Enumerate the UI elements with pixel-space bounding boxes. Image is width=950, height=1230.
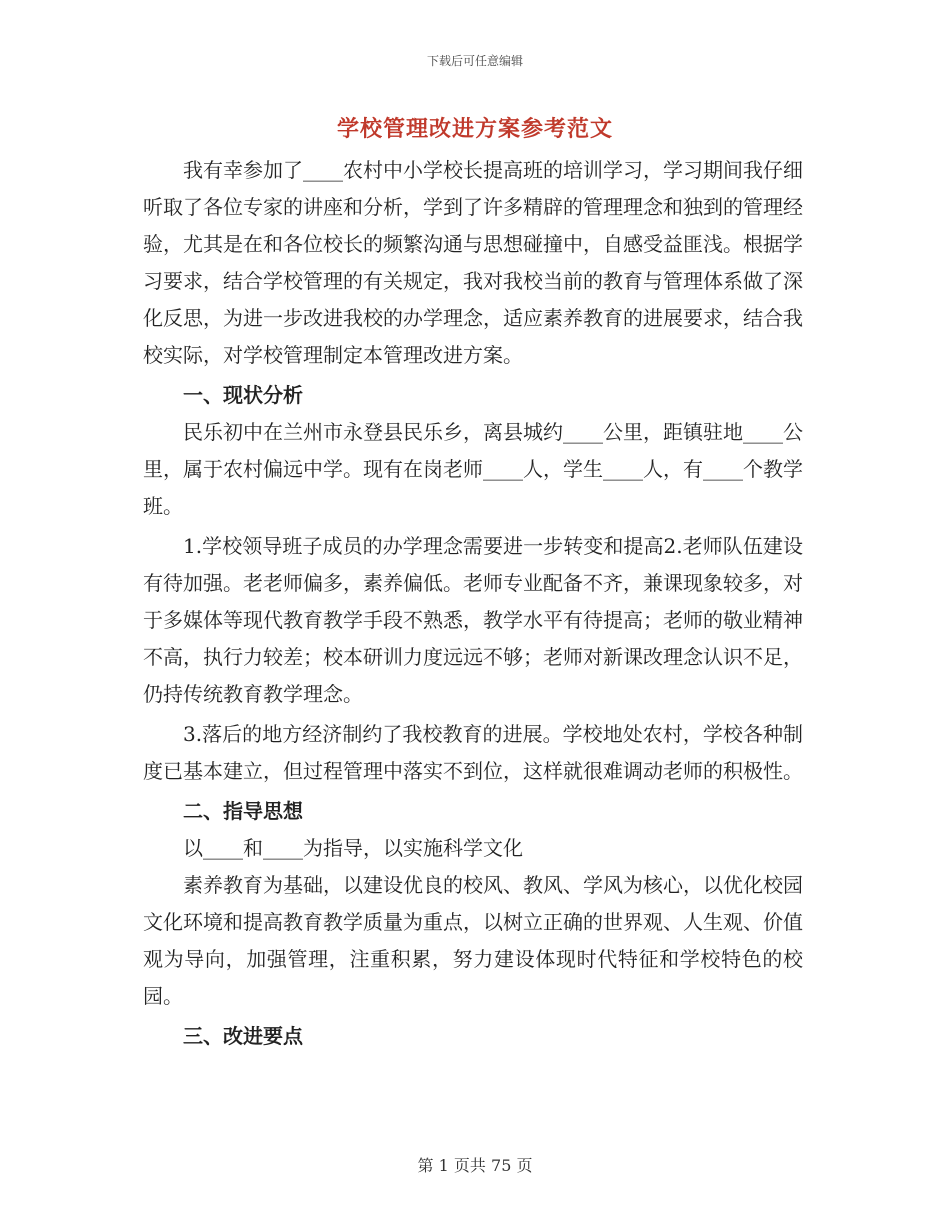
- status-point-3: 3.落后的地方经济制约了我校教育的进展。学校地处农村，学校各种制度已基本建立，但过程管理中落实不到位，这样就很难调动老师的积极性。: [143, 722, 803, 783]
- footer-prefix: 第: [417, 1156, 434, 1175]
- footer-suffix: 页: [516, 1156, 533, 1175]
- footer-current-page: 1: [438, 1156, 449, 1175]
- status-paragraph: 民乐初中在兰州市永登县民乐乡，离县城约____公里，距镇驻地____公里，属于农村偏远中学。现有在岗老师____人，学生____人，有____个教学班。: [143, 420, 803, 518]
- section-heading-status: 一、现状分析: [183, 383, 303, 407]
- intro-paragraph: 我有幸参加了____农村中小学校长提高班的培训学习，学习期间我仔细听取了各位专家的讲座和分析，学到了许多精辟的管理理念和独到的管理经验，尤其是在和各位校长的频繁沟通与思想碰撞中，自感受益匪浅。根据学习要求，结合学校管理的有关规定，我对我校当前的教育与管理体系做了深化反思，为进一步改进我校的办学理念，适应素养教育的进展要求，结合我校实际，对学校管理制定本管理改进方案。: [143, 158, 803, 367]
- guiding-line: 以____和____为指导，以实施科学文化: [183, 836, 523, 860]
- status-point-1-2: 1.学校领导班子成员的办学理念需要进一步转变和提高2.老师队伍建设有待加强。老老师偏多，素养偏低。老师专业配备不齐，兼课现象较多，对于多媒体等现代教育教学手段不熟悉，教学水平有待提高；老师的敬业精神不高，执行力较差；校本研训力度远远不够；老师对新课改理念认识不足，仍持传统教育教学理念。: [143, 534, 803, 706]
- section-heading-guiding: 二、指导思想: [183, 799, 303, 823]
- page-footer: [0, 1153, 950, 1176]
- guiding-paragraph: 素养教育为基础，以建设优良的校风、教风、学风为核心，以优化校园文化环境和提高教育教学质量为重点，以树立正确的世界观、人生观、价值观为导向，加强管理，注重积累，努力建设体现时代特征和学校特色的校园。: [143, 873, 803, 1008]
- footer-total-pages: 75: [491, 1156, 512, 1175]
- footer-middle: 页共: [453, 1156, 486, 1175]
- header-note: 下载后可任意编辑: [426, 54, 523, 68]
- document-body: [143, 152, 803, 1055]
- section-heading-improvement: 三、改进要点: [183, 1024, 303, 1048]
- document-title: 学校管理改进方案参考范文: [336, 116, 613, 142]
